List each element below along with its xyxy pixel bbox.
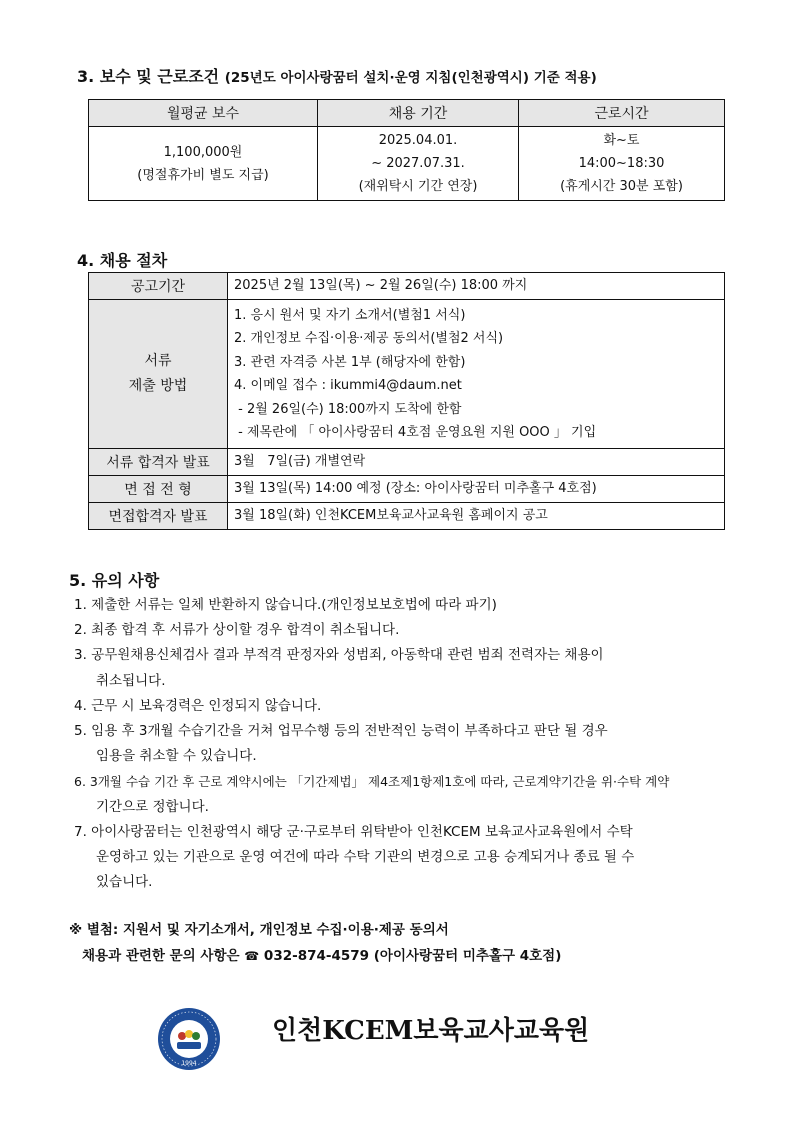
inquiry-prefix: 채용과 관련한 문의 사항은 — [82, 948, 240, 964]
work-hours: 14:00~18:30 — [578, 156, 665, 171]
pay-amount: 1,100,000원 — [163, 144, 243, 160]
table-row — [89, 273, 725, 300]
submission-item: 4. 이메일 접수 : ikummi4@daum.net — [234, 378, 462, 393]
telephone-icon: ☎ — [244, 949, 260, 963]
section3-heading — [77, 64, 597, 87]
row-label-submission — [89, 300, 228, 449]
row-value-submission — [228, 300, 725, 449]
period-start: 2025.04.01. — [378, 133, 458, 148]
final-results-text: 3월 18일(화) 인천KCEM보육교사교육원 홈페이지 공고 — [234, 508, 548, 524]
list-item — [74, 593, 669, 618]
section3-title: 3. 보수 및 근로조건 — [77, 67, 220, 86]
work-days: 화~토 — [603, 133, 640, 148]
notice-line: 운영하고 있는 기관으로 운영 여건에 따라 수탁 기관의 변경으로 고용 승계되거나 종료 될 수 — [96, 849, 635, 866]
list-item — [74, 618, 669, 643]
submission-item: - 2월 26일(수) 18:00까지 도착에 한함 — [234, 401, 462, 417]
table-row — [89, 503, 725, 530]
row-value-posting-period — [228, 273, 725, 300]
logo-emblem-icon — [157, 1007, 221, 1071]
notice-line: 4. 근무 시 보육경력은 인정되지 않습니다. — [74, 697, 322, 714]
notice-line: 취소됩니다. — [96, 672, 166, 689]
doc-results-text: 3월 7일(금) 개별연락 — [234, 454, 366, 470]
notice-line: 임용을 취소할 수 있습니다. — [96, 748, 257, 765]
label-line: 서류 — [144, 353, 172, 369]
col-header-hours: 근로시간 — [519, 100, 725, 127]
list-item — [74, 820, 669, 896]
submission-item: - 제목란에 「 아이사랑꿈터 4호점 운영요원 지원 OOO 」 기입 — [234, 425, 597, 440]
pay-cell — [89, 127, 318, 201]
inquiry-note — [82, 944, 561, 964]
organization-logo — [157, 1007, 221, 1071]
submission-item: 2. 개인정보 수집·이용·제공 동의서(별첨2 서식) — [234, 331, 504, 346]
interview-text: 3월 13일(목) 14:00 예정 (장소: 아이사랑꿈터 미추홀구 4호점) — [234, 481, 597, 497]
col-header-period: 채용 기간 — [318, 100, 519, 127]
row-label-final-results: 면접합격자 발표 — [89, 503, 228, 530]
posting-period-text: 2025년 2월 13일(목) ~ 2월 26일(수) 18:00 까지 — [234, 278, 528, 294]
row-label-doc-results: 서류 합격자 발표 — [89, 449, 228, 476]
list-item — [74, 769, 669, 819]
submission-item: 1. 응시 원서 및 자기 소개서(별첨1 서식) — [234, 307, 466, 323]
section4-heading: 4. 채용 절차 — [77, 251, 168, 270]
notice-line: 6. 3개월 수습 기간 후 근로 계약시에는 「기간제법」 제4조제1항제1호에 따라, 근로계약기간을 위·수탁 계약 — [74, 774, 670, 790]
table-row — [89, 476, 725, 503]
organization-name: 인천KCEM보육교사교육원 — [272, 1016, 590, 1046]
table-header-row — [89, 100, 725, 127]
notice-line: 있습니다. — [96, 874, 153, 891]
pay-conditions-table — [88, 99, 725, 201]
period-cell — [318, 127, 519, 201]
break-note: (휴게시간 30분 포함) — [560, 179, 683, 194]
list-item — [74, 694, 669, 719]
label-line: 제출 방법 — [128, 378, 188, 394]
row-value-doc-results — [228, 449, 725, 476]
hours-cell — [519, 127, 725, 201]
table-row — [89, 449, 725, 476]
notice-line: 3. 공무원채용신체검사 결과 부적격 판정자와 성범죄, 아동학대 관련 범죄 전력자는 채용이 — [74, 647, 604, 664]
section5-heading: 5. 유의 사항 — [69, 571, 160, 590]
attachments-note: ※ 별첨: 지원서 및 자기소개서, 개인정보 수집·이용·제공 동의서 — [69, 922, 449, 938]
hiring-procedure-table — [88, 272, 725, 530]
list-item — [74, 643, 669, 693]
notice-line: 5. 임용 후 3개월 수습기간을 거쳐 업무수행 등의 전반적인 능력이 부족하다고 판단 될 경우 — [74, 723, 608, 740]
list-item — [74, 719, 669, 769]
submission-item: 3. 관련 자격증 사본 1부 (해당자에 한함) — [234, 354, 466, 370]
notice-line: 기간으로 정합니다. — [96, 798, 209, 815]
notice-line: 7. 아이사랑꿈터는 인천광역시 해당 군·구로부터 위탁받아 인천KCEM 보육교사교육원에서 수탁 — [74, 823, 633, 840]
period-end: ~ 2027.07.31. — [371, 156, 465, 171]
col-header-pay: 월평균 보수 — [89, 100, 318, 127]
logo-year: 1994 — [181, 1060, 197, 1067]
inquiry-phone: 032-874-4579 (아이사랑꿈터 미추홀구 4호점) — [263, 948, 562, 964]
table-row — [89, 127, 725, 201]
notice-list — [74, 593, 669, 895]
row-value-final-results — [228, 503, 725, 530]
period-note: (재위탁시 기간 연장) — [358, 179, 478, 194]
row-label-interview: 면 접 전 형 — [89, 476, 228, 503]
table-row — [89, 300, 725, 449]
notice-line: 1. 제출한 서류는 일체 반환하지 않습니다.(개인정보보호법에 따라 파기) — [74, 597, 497, 613]
notice-line: 2. 최종 합격 후 서류가 상이할 경우 합격이 취소됩니다. — [74, 622, 400, 639]
row-label-posting-period: 공고기간 — [89, 273, 228, 300]
section3-note: (25년도 아이사랑꿈터 설치·운영 지침(인천광역시) 기준 적용) — [224, 70, 597, 86]
pay-note: (명절휴가비 별도 지급) — [137, 167, 269, 183]
row-value-interview — [228, 476, 725, 503]
